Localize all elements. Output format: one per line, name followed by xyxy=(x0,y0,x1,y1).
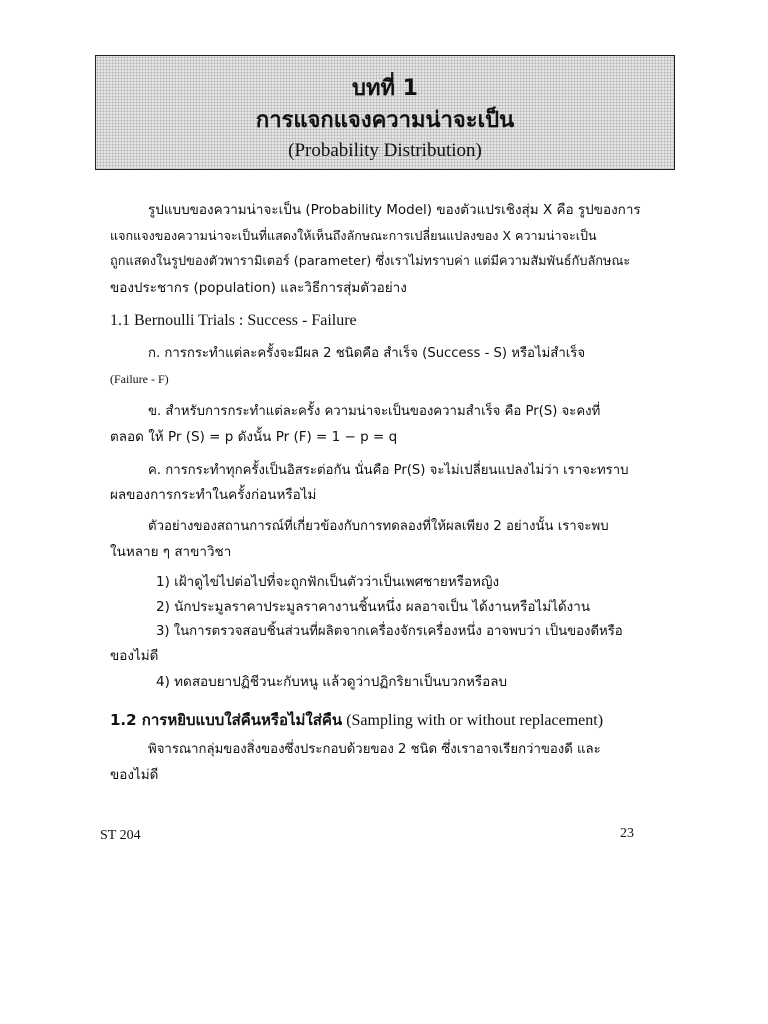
section-1-2-heading-thai: 1.2 การหยิบแบบใส่คืนหรือไม่ใส่คืน xyxy=(110,711,343,729)
item-b-line-1: ข. สำหรับการกระทำแต่ละครั้ง ความน่าจะเป็นของความสำเร็จ คือ Pr(S) จะคงที่ xyxy=(148,404,601,419)
chapter-subtitle: (Probability Distribution) xyxy=(288,140,482,161)
footer-course-code: ST 204 xyxy=(100,828,141,843)
example-intro-line-1: ตัวอย่างของสถานการณ์ที่เกี่ยวข้องกับการทดลองที่ให้ผลเพียง 2 อย่างนั้น เราจะพบ xyxy=(148,519,609,534)
item-a-line-2: (Failure - F) xyxy=(110,372,169,386)
intro-line-3: ถูกแสดงในรูปของตัวพารามิเตอร์ (parameter) ซึ่งเราไม่ทราบค่า แต่มีความสัมพันธ์กับลักษณะ xyxy=(110,254,631,269)
footer-page-number: 23 xyxy=(620,826,634,841)
intro-line-4: ของประชากร (population) และวิธีการสุ่มตัวอย่าง xyxy=(110,280,407,296)
example-item-3-cont: ของไม่ดี xyxy=(110,648,159,664)
example-intro-line-2: ในหลาย ๆ สาขาวิชา xyxy=(110,544,232,560)
section-1-2-heading-eng: (Sampling with or without replacement) xyxy=(346,712,604,729)
chapter-number: บทที่ 1 xyxy=(352,76,418,101)
intro-line-2: แจกแจงของความน่าจะเป็นที่แสดงให้เห็นถึงลักษณะการเปลี่ยนแปลงของ X ความน่าจะเป็น xyxy=(110,228,597,243)
chapter-title: การแจกแจงความน่าจะเป็น xyxy=(255,108,515,133)
chapter-header-box xyxy=(95,55,675,170)
example-item-2: 2) นักประมูลราคาประมูลราคางานชิ้นหนึ่ง ผลอาจเป็น ได้งานหรือไม่ได้งาน xyxy=(156,599,591,615)
item-a-line-1: ก. การกระทำแต่ละครั้งจะมีผล 2 ชนิดคือ สำเร็จ (Success - S) หรือไม่สำเร็จ xyxy=(148,346,586,361)
item-c-line-1: ค. การกระทำทุกครั้งเป็นอิสระต่อกัน นั่นคือ Pr(S) จะไม่เปลี่ยนแปลงไม่ว่า เราจะทราบ xyxy=(148,463,629,478)
section-1-2-line-1: พิจารณากลุ่มของสิ่งของซึ่งประกอบด้วยของ 2 ชนิด ซึ่งเราอาจเรียกว่าของดี และ xyxy=(148,742,601,757)
section-1-2-heading xyxy=(110,708,603,732)
section-1-1-heading: 1.1 Bernoulli Trials : Success - Failure xyxy=(110,312,357,329)
section-1-2-line-2: ของไม่ดี xyxy=(110,767,159,783)
example-item-3: 3) ในการตรวจสอบชิ้นส่วนที่ผลิตจากเครื่องจักรเครื่องหนึ่ง อาจพบว่า เป็นของดีหรือ xyxy=(156,624,623,639)
example-item-4: 4) ทดสอบยาปฏิชีวนะกับหนู แล้วดูว่าปฏิกริยาเป็นบวกหรือลบ xyxy=(156,674,508,690)
item-b-line-2: ตลอด ให้ Pr (S) = p ดังนั้น Pr (F) = 1 − p = q xyxy=(110,429,398,445)
example-item-1: 1) เฝ้าดูไข่ไปต่อไปที่จะถูกฟักเป็นตัวว่าเป็นเพศชายหรือหญิง xyxy=(156,574,500,590)
intro-line-1: รูปแบบของความน่าจะเป็น (Probability Model) ของตัวแปรเชิงสุ่ม X คือ รูปของการ xyxy=(148,202,641,218)
item-c-line-2: ผลของการกระทำในครั้งก่อนหรือไม่ xyxy=(110,487,317,503)
